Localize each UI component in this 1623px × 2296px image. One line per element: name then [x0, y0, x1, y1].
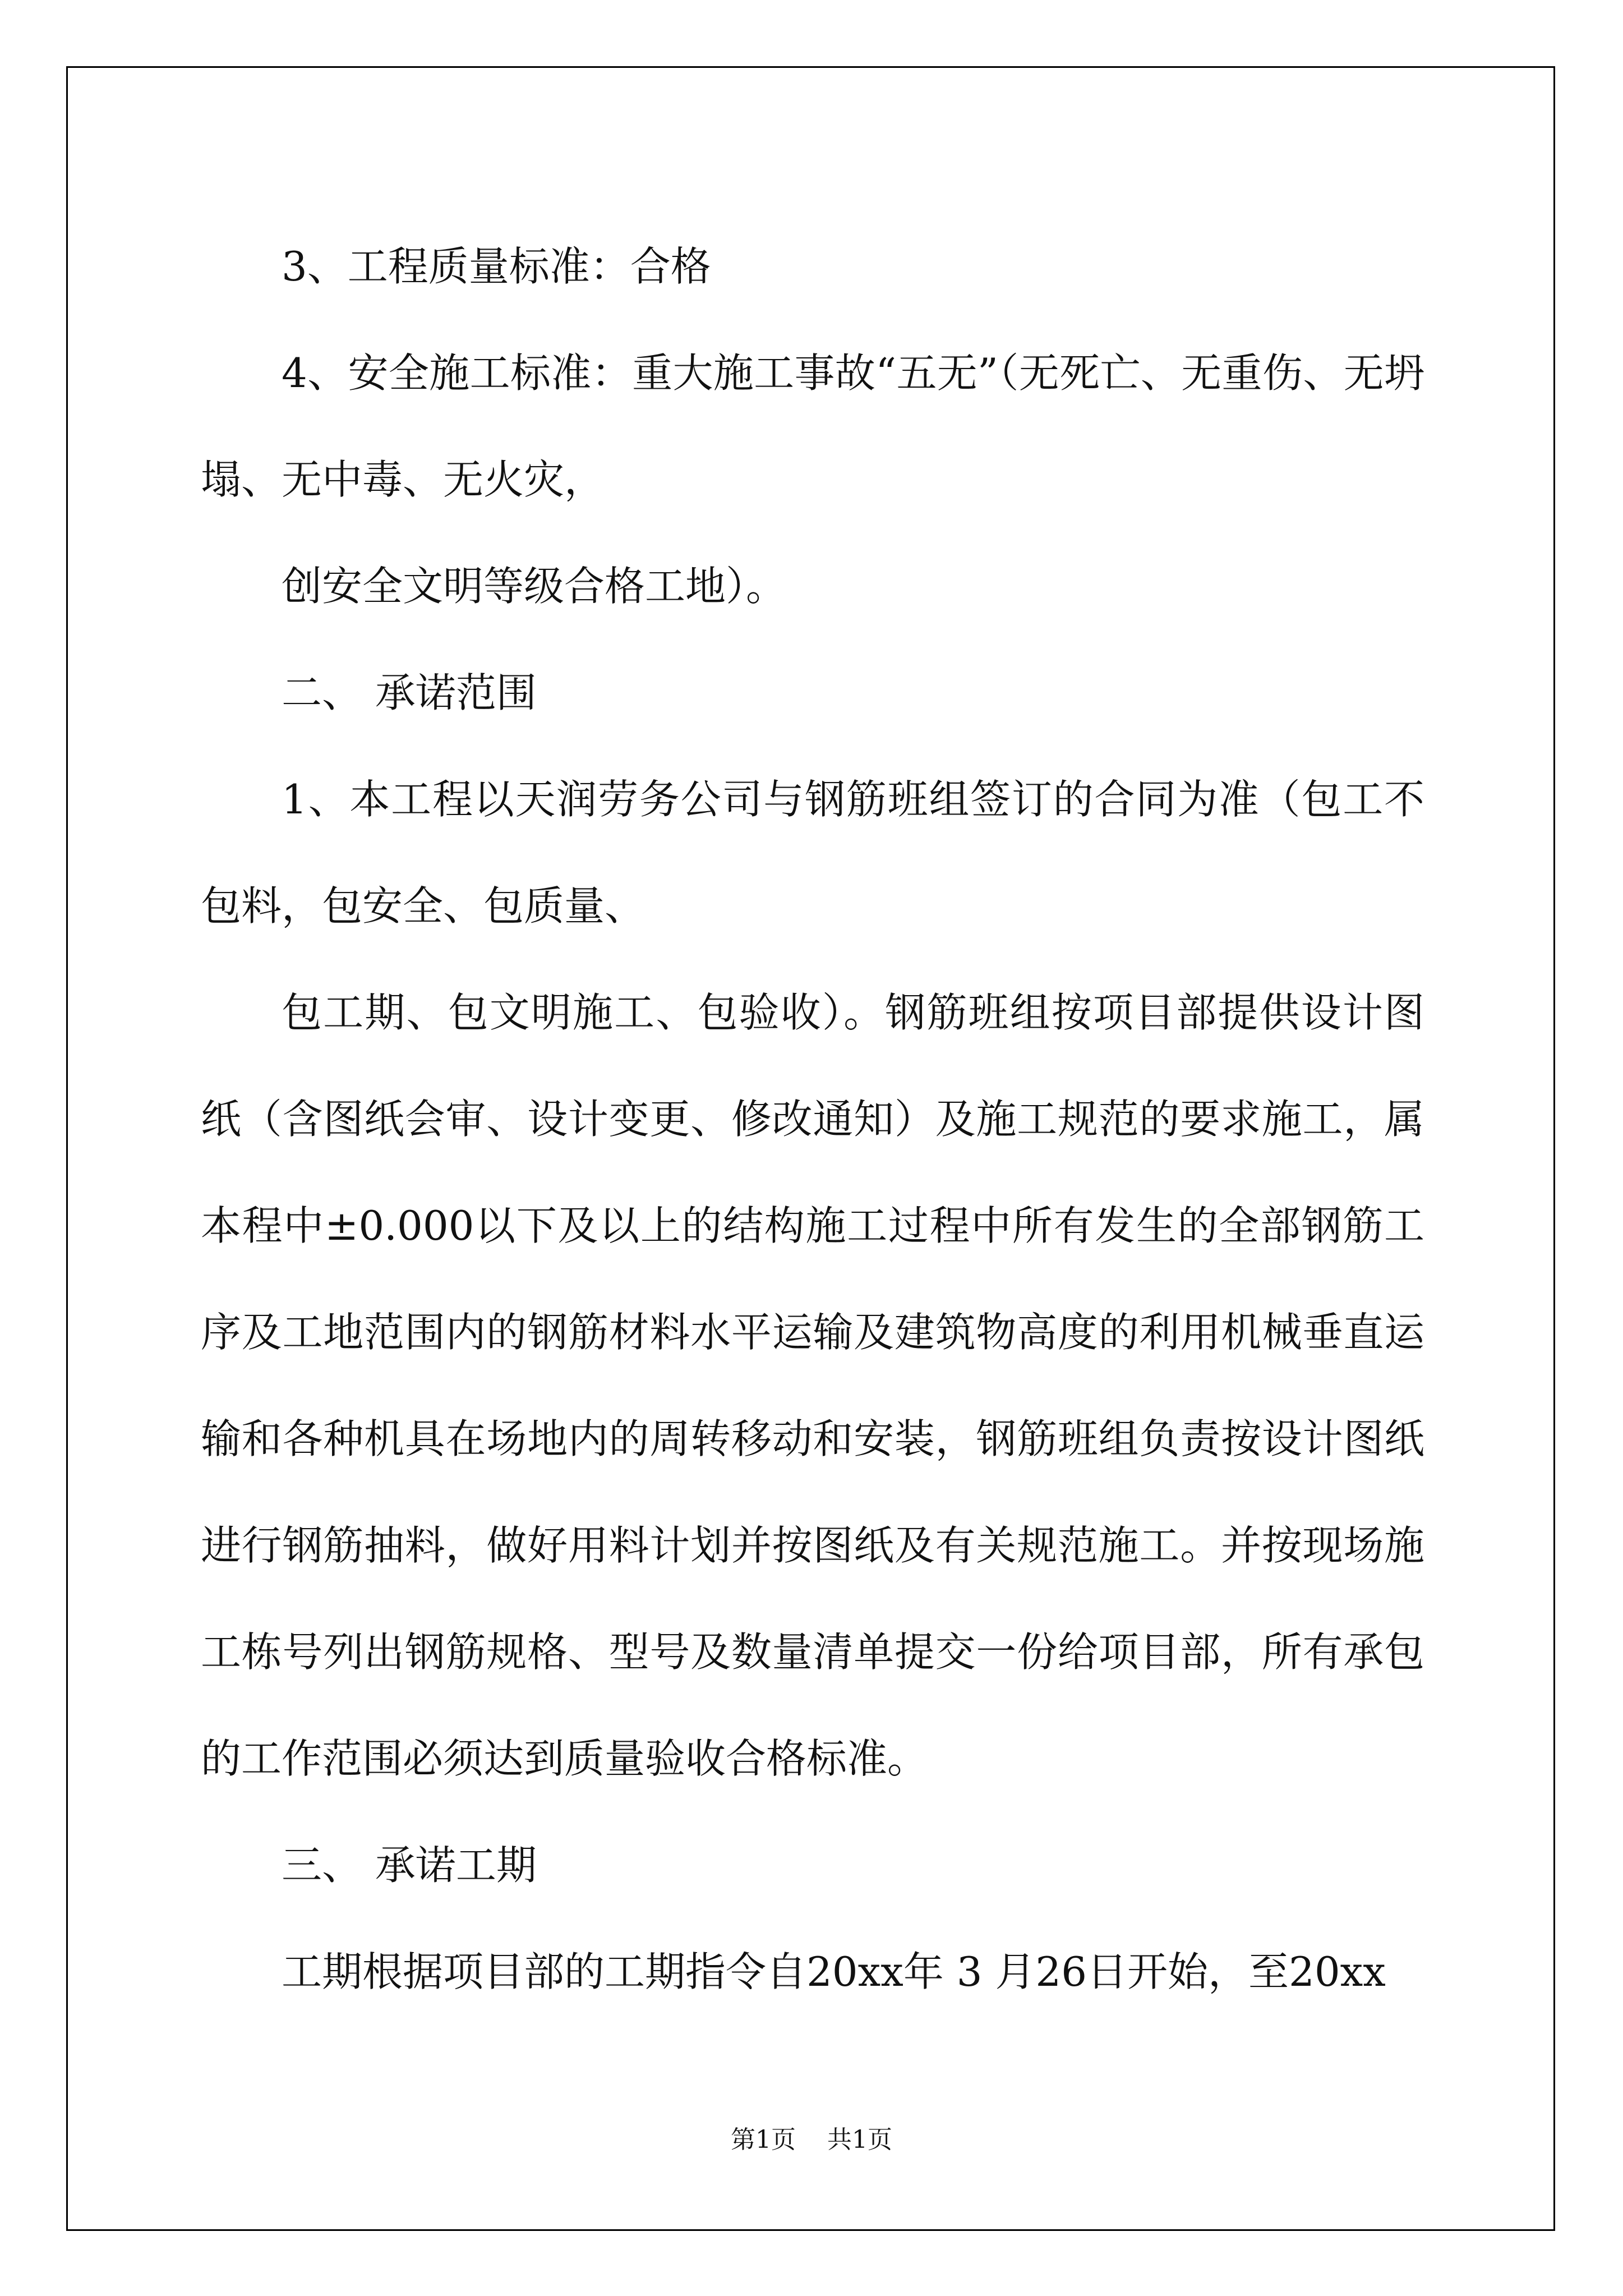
paragraph-safety-standard-continued: 创安全文明等级合格工地）。: [282, 563, 787, 610]
paragraph-scope-details: 包工期、包文明施工、包验收）。钢筋班组按项目部提供设计图纸（含图纸会审、设计变更、修改通知）及施工规范的要求施工，属本程中±0.000以下及以上的结构施工过程中所有发生的全部钢筋工序及工地范围内的钢筋材料水平运输及建筑物高度的利用机械垂直运输和各种机具在场地内的周转移动和安装，钢筋班组负责按设计图纸进行钢筋抽料，做好用料计划并按图纸及有关规范施工。并按现场施工栋号列出钢筋规格、型号及数量清单提交一份给项目部，所有承包的工作范围必须达到质量验收合格标准。: [201, 989, 1424, 1782]
page-footer: 第1页 共1页: [731, 2125, 892, 2154]
paragraph-schedule: 工期根据项目部的工期指令自20xx年 3 月26日开始，至20xx: [282, 1948, 1386, 1995]
paragraph-safety-standard: 4、安全施工标准：重大施工事故“五无”（无死亡、无重伤、无坍塌、无中毒、无火灾，: [201, 349, 1424, 503]
paragraph-scope-contract: 1、本工程以天润劳务公司与钢筋班组签订的合同为准（包工不包料，包安全、包质量、: [201, 776, 1424, 930]
heading-scope: 二、 承诺范围: [282, 669, 537, 716]
heading-schedule: 三、 承诺工期: [282, 1842, 537, 1889]
document-body: [201, 213, 1424, 2025]
paragraph-quality-standard: 3、工程质量标准：合格: [282, 243, 711, 290]
